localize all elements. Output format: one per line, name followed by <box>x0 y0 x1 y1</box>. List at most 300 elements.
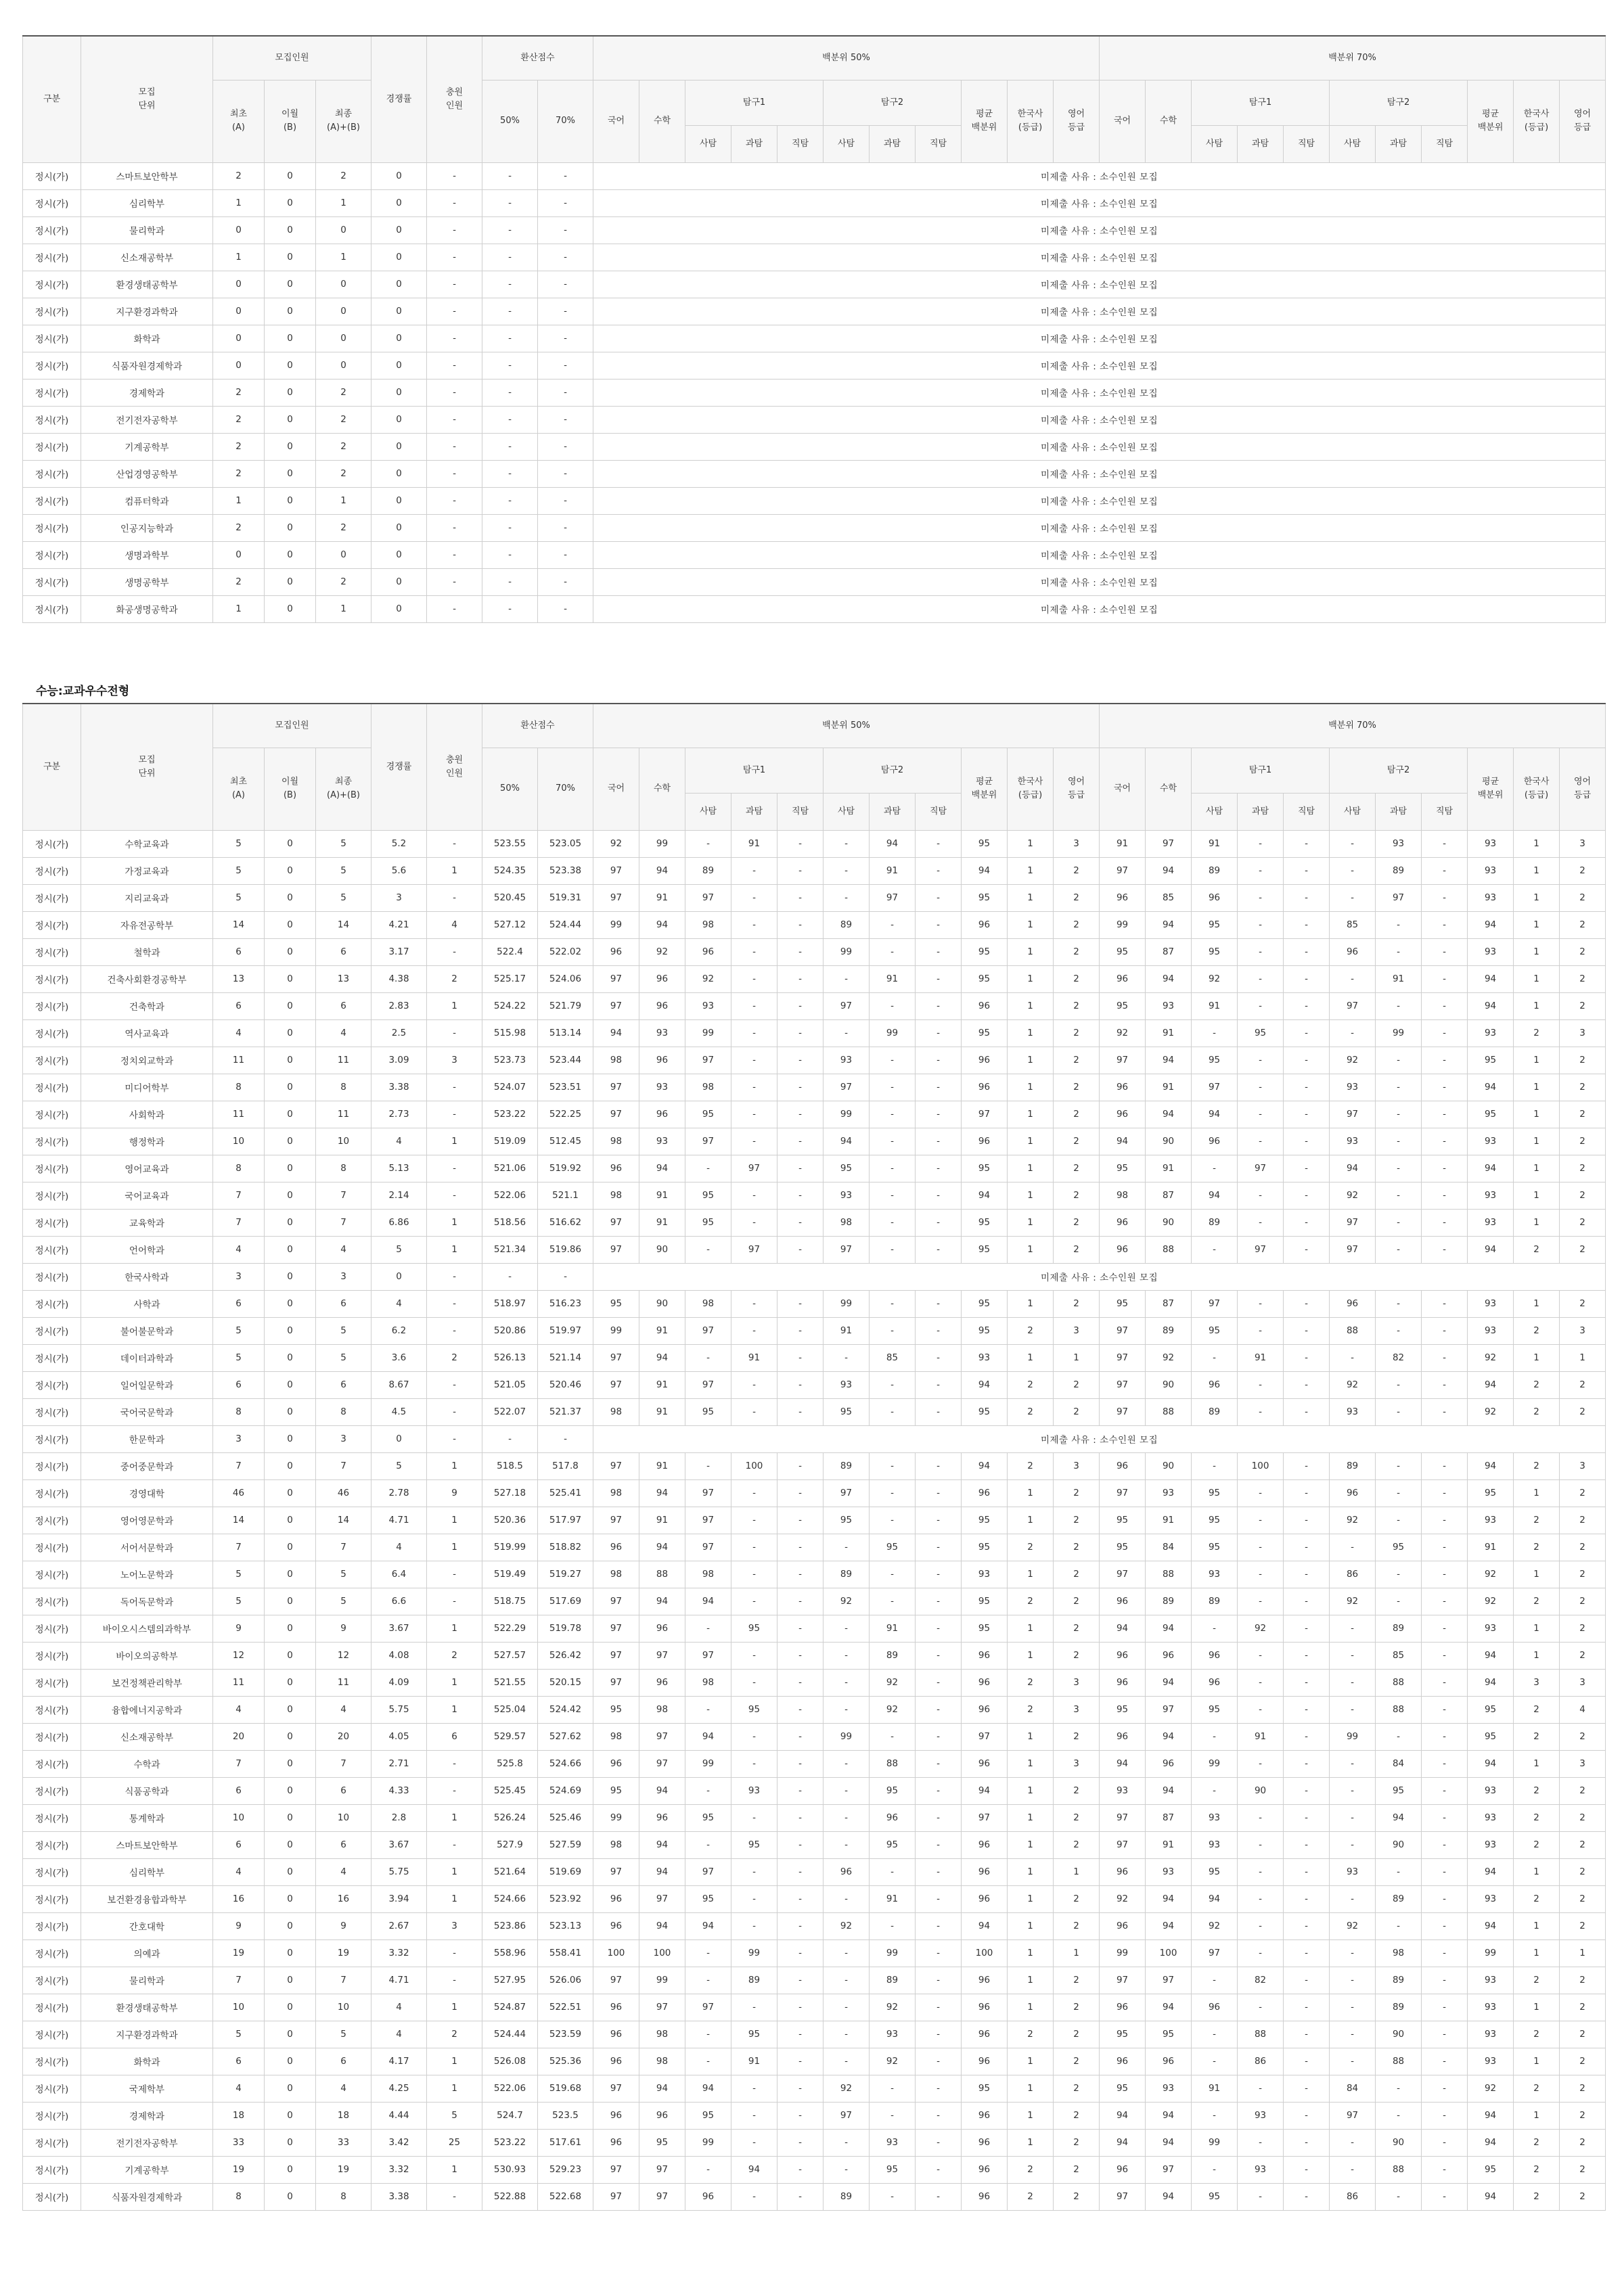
table-row <box>23 2183 1606 2210</box>
cell-value: 4.33 <box>371 1777 427 1804</box>
cell-value: 0 <box>265 1615 316 1642</box>
cell-value: 0 <box>265 1155 316 1182</box>
header-ratio: 경쟁률 <box>371 36 427 162</box>
cell-value: - <box>1376 992 1422 1019</box>
cell-value: 94 <box>593 1019 639 1047</box>
cell-value: 33 <box>213 2129 265 2156</box>
cell-value: 2 <box>1514 1317 1560 1344</box>
cell-value: 95 <box>1100 2075 1146 2102</box>
cell-gubun: 정시(가) <box>23 1642 81 1669</box>
header-initial: 최초 (A) <box>213 748 265 830</box>
cell-value: 0 <box>265 2048 316 2075</box>
cell-gubun: 정시(가) <box>23 857 81 884</box>
cell-value: - <box>1422 1750 1468 1777</box>
cell-value: 2 <box>1560 1642 1606 1669</box>
cell-value: 95 <box>1192 938 1238 965</box>
cell-value: - <box>1422 1967 1468 1994</box>
cell-value: 87 <box>1146 1804 1192 1831</box>
cell-value: - <box>538 541 593 568</box>
cell-value: - <box>916 1398 962 1425</box>
cell-value: 6 <box>427 1723 482 1750</box>
cell-value: 2 <box>1054 884 1100 911</box>
cell-value: 2 <box>1560 992 1606 1019</box>
cell-value: 96 <box>962 1479 1008 1507</box>
cell-value: 94 <box>1376 1804 1422 1831</box>
cell-value: - <box>1422 2048 1468 2075</box>
header-hist-50: 한국사 (등급) <box>1008 80 1054 162</box>
cell-value: 2 <box>427 1642 482 1669</box>
cell-value: 0 <box>265 1777 316 1804</box>
cell-value: 95 <box>593 1696 639 1723</box>
cell-value: 6 <box>213 938 265 965</box>
cell-value: - <box>777 1588 824 1615</box>
cell-unit: 바이오시스템의과학부 <box>81 1615 213 1642</box>
cell-value: - <box>731 1371 777 1398</box>
cell-value: 0 <box>265 1831 316 1858</box>
cell-value: 90 <box>1376 2021 1422 2048</box>
cell-value: 91 <box>639 1398 685 1425</box>
cell-gubun: 정시(가) <box>23 1723 81 1750</box>
cell-value: 92 <box>1330 1371 1376 1398</box>
cell-value: - <box>1192 1452 1238 1479</box>
cell-value: 97 <box>639 2183 685 2210</box>
cell-value: 3 <box>371 884 427 911</box>
cell-value: 4.71 <box>371 1507 427 1534</box>
cell-unit: 경제학과 <box>81 379 213 406</box>
cell-value: 1 <box>427 992 482 1019</box>
cell-value: 0 <box>265 216 316 244</box>
table-row <box>23 1128 1606 1155</box>
cell-value: 7 <box>213 1182 265 1209</box>
cell-nosub-reason: 미제출 사유 : 소수인원 모집 <box>593 514 1606 541</box>
cell-value: 97 <box>685 1534 731 1561</box>
cell-value: - <box>916 2183 962 2210</box>
cell-value: 92 <box>1468 1398 1514 1425</box>
cell-value: - <box>1284 1236 1330 1263</box>
cell-value: - <box>1284 1669 1330 1696</box>
cell-value: 91 <box>1192 992 1238 1019</box>
cell-value: 98 <box>639 2021 685 2048</box>
cell-value: 97 <box>593 1588 639 1615</box>
header-pct50: 백분위 50% <box>593 704 1100 748</box>
cell-value: 517.69 <box>538 1588 593 1615</box>
cell-value: - <box>1330 2156 1376 2183</box>
cell-value: 95 <box>1468 1723 1514 1750</box>
cell-value: 99 <box>685 1019 731 1047</box>
header-hist-50: 한국사 (등급) <box>1008 748 1054 830</box>
table-row <box>23 1155 1606 1182</box>
cell-value: 91 <box>731 1344 777 1371</box>
cell-value: 97 <box>1100 857 1146 884</box>
cell-value: 2 <box>1560 1371 1606 1398</box>
cell-value: - <box>731 884 777 911</box>
cell-value: - <box>731 1479 777 1507</box>
cell-gubun: 정시(가) <box>23 1452 81 1479</box>
cell-value: - <box>777 2156 824 2183</box>
cell-value: 98 <box>593 1479 639 1507</box>
cell-value: 519.31 <box>538 884 593 911</box>
cell-value: 524.22 <box>482 992 538 1019</box>
cell-value: 2 <box>1560 1804 1606 1831</box>
cell-value: 18 <box>316 2102 371 2129</box>
cell-value: 12 <box>213 1642 265 1669</box>
cell-value: 1 <box>1514 1561 1560 1588</box>
cell-unit: 독어독문학과 <box>81 1588 213 1615</box>
cell-value: 94 <box>1468 1371 1514 1398</box>
cell-value: 20 <box>316 1723 371 1750</box>
header-math-70: 수학 <box>1146 748 1192 830</box>
cell-value: 99 <box>870 1939 916 1967</box>
cell-value: 1 <box>427 1128 482 1155</box>
cell-value: - <box>1238 1750 1284 1777</box>
cell-value: 2 <box>1054 2075 1100 2102</box>
cell-value: - <box>427 379 482 406</box>
cell-value: 1 <box>1008 1101 1054 1128</box>
table-row <box>23 1236 1606 1263</box>
cell-value: 529.23 <box>538 2156 593 2183</box>
cell-gubun: 정시(가) <box>23 1831 81 1858</box>
cell-value: 92 <box>870 1696 916 1723</box>
cell-value: 94 <box>639 1831 685 1858</box>
cell-unit: 인공지능학과 <box>81 514 213 541</box>
cell-value: 7 <box>213 1750 265 1777</box>
header-sci-70-2: 과탐 <box>1376 125 1422 162</box>
cell-value: 2 <box>213 406 265 433</box>
cell-value: - <box>777 1967 824 1994</box>
cell-value: 6 <box>316 1831 371 1858</box>
cell-value: - <box>870 1858 916 1885</box>
cell-value: 99 <box>593 911 639 938</box>
cell-unit: 미디어학부 <box>81 1074 213 1101</box>
cell-value: 97 <box>639 2156 685 2183</box>
cell-value: 19 <box>316 1939 371 1967</box>
cell-value: - <box>824 1696 870 1723</box>
cell-value: 94 <box>1468 992 1514 1019</box>
cell-value: 92 <box>1238 1615 1284 1642</box>
cell-gubun: 정시(가) <box>23 1236 81 1263</box>
cell-value: 97 <box>593 1344 639 1371</box>
cell-value: 89 <box>870 1967 916 1994</box>
cell-value: 2 <box>1008 1534 1054 1561</box>
header-math-50: 수학 <box>639 80 685 162</box>
cell-value: - <box>427 189 482 216</box>
cell-unit: 산업경영공학부 <box>81 460 213 487</box>
cell-value: - <box>1376 2102 1422 2129</box>
cell-gubun: 정시(가) <box>23 2183 81 2210</box>
cell-value: 89 <box>1376 857 1422 884</box>
cell-value: - <box>916 2048 962 2075</box>
cell-value: 2 <box>1054 857 1100 884</box>
cell-value: - <box>1422 1182 1468 1209</box>
cell-value: - <box>427 244 482 271</box>
table-row <box>23 1452 1606 1479</box>
cell-value: 5 <box>213 1588 265 1615</box>
cell-value: - <box>1422 884 1468 911</box>
cell-value: 2 <box>316 460 371 487</box>
cell-value: - <box>777 830 824 857</box>
cell-value: 1 <box>1514 1912 1560 1939</box>
cell-value: 7 <box>213 1967 265 1994</box>
cell-value: - <box>538 325 593 352</box>
cell-value: 95 <box>962 830 1008 857</box>
cell-value: 86 <box>1330 2183 1376 2210</box>
cell-value: 2 <box>1560 1588 1606 1615</box>
cell-unit: 노어노문학과 <box>81 1561 213 1588</box>
cell-value: 91 <box>1146 1831 1192 1858</box>
cell-value: 527.9 <box>482 1831 538 1858</box>
cell-value: - <box>1422 2183 1468 2210</box>
cell-value: 2 <box>1560 2075 1606 2102</box>
cell-gubun: 정시(가) <box>23 1669 81 1696</box>
cell-value: 4 <box>213 1858 265 1885</box>
cell-gubun: 정시(가) <box>23 216 81 244</box>
cell-value: 94 <box>1468 2102 1514 2129</box>
cell-value: 90 <box>1146 1209 1192 1236</box>
cell-value: 91 <box>870 857 916 884</box>
cell-value: 4 <box>371 2021 427 2048</box>
cell-value: 94 <box>1146 1615 1192 1642</box>
cell-value: - <box>731 2129 777 2156</box>
cell-value: 94 <box>1468 911 1514 938</box>
cell-value: - <box>916 2129 962 2156</box>
cell-value: 86 <box>1330 1561 1376 1588</box>
cell-value: 2 <box>1560 938 1606 965</box>
cell-value: 2.5 <box>371 1019 427 1047</box>
cell-value: - <box>916 1182 962 1209</box>
cell-nosub-reason: 미제출 사유 : 소수인원 모집 <box>593 433 1606 460</box>
cell-value: - <box>427 1939 482 1967</box>
cell-value: - <box>1422 1452 1468 1479</box>
cell-value: - <box>777 1290 824 1317</box>
cell-value: 519.78 <box>538 1615 593 1642</box>
cell-value: - <box>685 1155 731 1182</box>
cell-value: - <box>1330 1777 1376 1804</box>
table-row <box>23 460 1606 487</box>
cell-value: - <box>482 568 538 595</box>
cell-value: 525.36 <box>538 2048 593 2075</box>
cell-value: - <box>427 830 482 857</box>
cell-value: 98 <box>593 1128 639 1155</box>
cell-value: - <box>777 1534 824 1561</box>
cell-value: - <box>1422 992 1468 1019</box>
cell-value: - <box>1238 1885 1284 1912</box>
cell-value: 2 <box>1054 1290 1100 1317</box>
cell-value: - <box>916 2021 962 2048</box>
cell-value: 95 <box>962 1236 1008 1263</box>
cell-value: - <box>685 2048 731 2075</box>
cell-value: 1 <box>1008 1155 1054 1182</box>
cell-value: 97 <box>1330 2102 1376 2129</box>
cell-value: 2 <box>1560 1885 1606 1912</box>
cell-value: 1 <box>1008 1561 1054 1588</box>
cell-value: 5 <box>213 1344 265 1371</box>
table-row <box>23 1290 1606 1317</box>
cell-value: - <box>1284 1967 1330 1994</box>
cell-gubun: 정시(가) <box>23 1885 81 1912</box>
cell-value: - <box>1422 1777 1468 1804</box>
cell-value: 96 <box>1330 938 1376 965</box>
table-row <box>23 938 1606 965</box>
cell-unit: 사학과 <box>81 1290 213 1317</box>
cell-value: 4 <box>371 1128 427 1155</box>
cell-value: - <box>1422 1669 1468 1696</box>
cell-value: 96 <box>1100 1101 1146 1128</box>
cell-value: 93 <box>1468 884 1514 911</box>
cell-value: 0 <box>316 541 371 568</box>
cell-value: 96 <box>593 1750 639 1777</box>
cell-value: 524.44 <box>482 2021 538 2048</box>
cell-value: 93 <box>1468 1831 1514 1858</box>
cell-value: 97 <box>639 1723 685 1750</box>
cell-value: 519.49 <box>482 1561 538 1588</box>
cell-value: - <box>916 2102 962 2129</box>
cell-value: 97 <box>593 1371 639 1398</box>
section-title: 수능:교과우수전형 <box>36 685 130 698</box>
cell-value: - <box>538 298 593 325</box>
cell-value: - <box>1284 830 1330 857</box>
cell-unit: 식품공학과 <box>81 1777 213 1804</box>
cell-value: 2 <box>1054 1777 1100 1804</box>
cell-unit: 데이터과학과 <box>81 1344 213 1371</box>
cell-value: 2 <box>1560 2183 1606 2210</box>
cell-nosub-reason: 미제출 사유 : 소수인원 모집 <box>593 298 1606 325</box>
cell-value: 0 <box>265 911 316 938</box>
cell-gubun: 정시(가) <box>23 1479 81 1507</box>
cell-value: 7 <box>213 1534 265 1561</box>
cell-value: 2 <box>1514 2075 1560 2102</box>
cell-value: 19 <box>213 1939 265 1967</box>
cell-value: 4.09 <box>371 1669 427 1696</box>
cell-value: 89 <box>824 1452 870 1479</box>
cell-value: 86 <box>1238 2048 1284 2075</box>
cell-value: 97 <box>824 1236 870 1263</box>
cell-value: - <box>1376 1290 1422 1317</box>
cell-value: - <box>1422 1317 1468 1344</box>
cell-value: 0 <box>265 1642 316 1669</box>
header-sci-70-1: 과탐 <box>1238 125 1284 162</box>
cell-value: 95 <box>1376 1534 1422 1561</box>
cell-value: 96 <box>962 992 1008 1019</box>
cell-value: - <box>482 541 538 568</box>
cell-value: 94 <box>1146 1777 1192 1804</box>
cell-value: - <box>916 1967 962 1994</box>
cell-value: 2 <box>1054 2129 1100 2156</box>
cell-gubun: 정시(가) <box>23 460 81 487</box>
cell-value: 96 <box>1146 2048 1192 2075</box>
cell-value: 4 <box>316 1019 371 1047</box>
cell-value: 0 <box>265 1074 316 1101</box>
cell-value: 0 <box>265 830 316 857</box>
cell-value: 4.38 <box>371 965 427 992</box>
cell-unit: 기계공학부 <box>81 433 213 460</box>
cell-value: - <box>870 1479 916 1507</box>
cell-value: 93 <box>1146 1858 1192 1885</box>
cell-value: 96 <box>593 1155 639 1182</box>
cell-value: 2 <box>1560 1777 1606 1804</box>
cell-value: 97 <box>593 1074 639 1101</box>
cell-value: 1 <box>1054 1344 1100 1371</box>
cell-nosub-reason: 미제출 사유 : 소수인원 모집 <box>593 379 1606 406</box>
cell-value: 92 <box>593 830 639 857</box>
cell-value: 0 <box>265 1994 316 2021</box>
cell-value: 94 <box>639 911 685 938</box>
cell-value: - <box>777 1642 824 1669</box>
cell-value: - <box>777 1479 824 1507</box>
cell-value: - <box>1376 1209 1422 1236</box>
cell-value: 523.44 <box>538 1047 593 1074</box>
cell-value: 0 <box>371 514 427 541</box>
cell-value: - <box>1376 1561 1422 1588</box>
cell-value: 520.15 <box>538 1669 593 1696</box>
cell-gubun: 정시(가) <box>23 1371 81 1398</box>
cell-value: - <box>427 1561 482 1588</box>
cell-value: 0 <box>265 965 316 992</box>
cell-value: 6.6 <box>371 1588 427 1615</box>
cell-value: - <box>870 1128 916 1155</box>
cell-unit: 행정학과 <box>81 1128 213 1155</box>
cell-value: 97 <box>962 1101 1008 1128</box>
cell-value: 93 <box>639 1019 685 1047</box>
cell-value: 98 <box>593 1182 639 1209</box>
cell-value: - <box>1284 1534 1330 1561</box>
cell-value: - <box>427 1371 482 1398</box>
cell-value: 2 <box>1560 2102 1606 2129</box>
header-soc-50-1: 사탐 <box>685 125 731 162</box>
cell-value: 99 <box>1468 1939 1514 1967</box>
cell-value: - <box>427 271 482 298</box>
header-inq2-70: 탐구2 <box>1330 748 1468 793</box>
cell-value: 97 <box>824 1479 870 1507</box>
cell-value: 3.32 <box>371 2156 427 2183</box>
cell-value: - <box>1422 1858 1468 1885</box>
cell-value: 0 <box>265 1750 316 1777</box>
cell-value: - <box>1284 884 1330 911</box>
cell-value: 93 <box>962 1561 1008 1588</box>
cell-value: - <box>1238 1858 1284 1885</box>
cell-value: 93 <box>685 992 731 1019</box>
cell-value: 526.13 <box>482 1344 538 1371</box>
cell-value: 2 <box>1008 1317 1054 1344</box>
cell-value: 97 <box>824 992 870 1019</box>
cell-gubun: 정시(가) <box>23 2129 81 2156</box>
cell-value: - <box>777 1371 824 1398</box>
cell-value: - <box>482 216 538 244</box>
cell-value: 2 <box>1054 1128 1100 1155</box>
cell-value: 1 <box>1008 1831 1054 1858</box>
table-row <box>23 1317 1606 1344</box>
table-row <box>23 1019 1606 1047</box>
cell-value: 14 <box>213 1507 265 1534</box>
cell-value: 519.09 <box>482 1128 538 1155</box>
cell-value: 97 <box>593 884 639 911</box>
cell-value: 96 <box>962 2102 1008 2129</box>
cell-value: 95 <box>870 1777 916 1804</box>
table-row <box>23 298 1606 325</box>
cell-value: 97 <box>1100 1561 1146 1588</box>
cell-value: - <box>1238 1128 1284 1155</box>
cell-value: - <box>731 2075 777 2102</box>
cell-unit: 보건정책관리학부 <box>81 1669 213 1696</box>
cell-value: 93 <box>639 1074 685 1101</box>
cell-value: - <box>427 1019 482 1047</box>
cell-value: 2 <box>1560 1128 1606 1155</box>
cell-value: 521.06 <box>482 1155 538 1182</box>
cell-unit: 환경생태공학부 <box>81 271 213 298</box>
cell-value: 0 <box>371 379 427 406</box>
cell-gubun: 정시(가) <box>23 1155 81 1182</box>
cell-value: - <box>916 965 962 992</box>
cell-value: 88 <box>1238 2021 1284 2048</box>
